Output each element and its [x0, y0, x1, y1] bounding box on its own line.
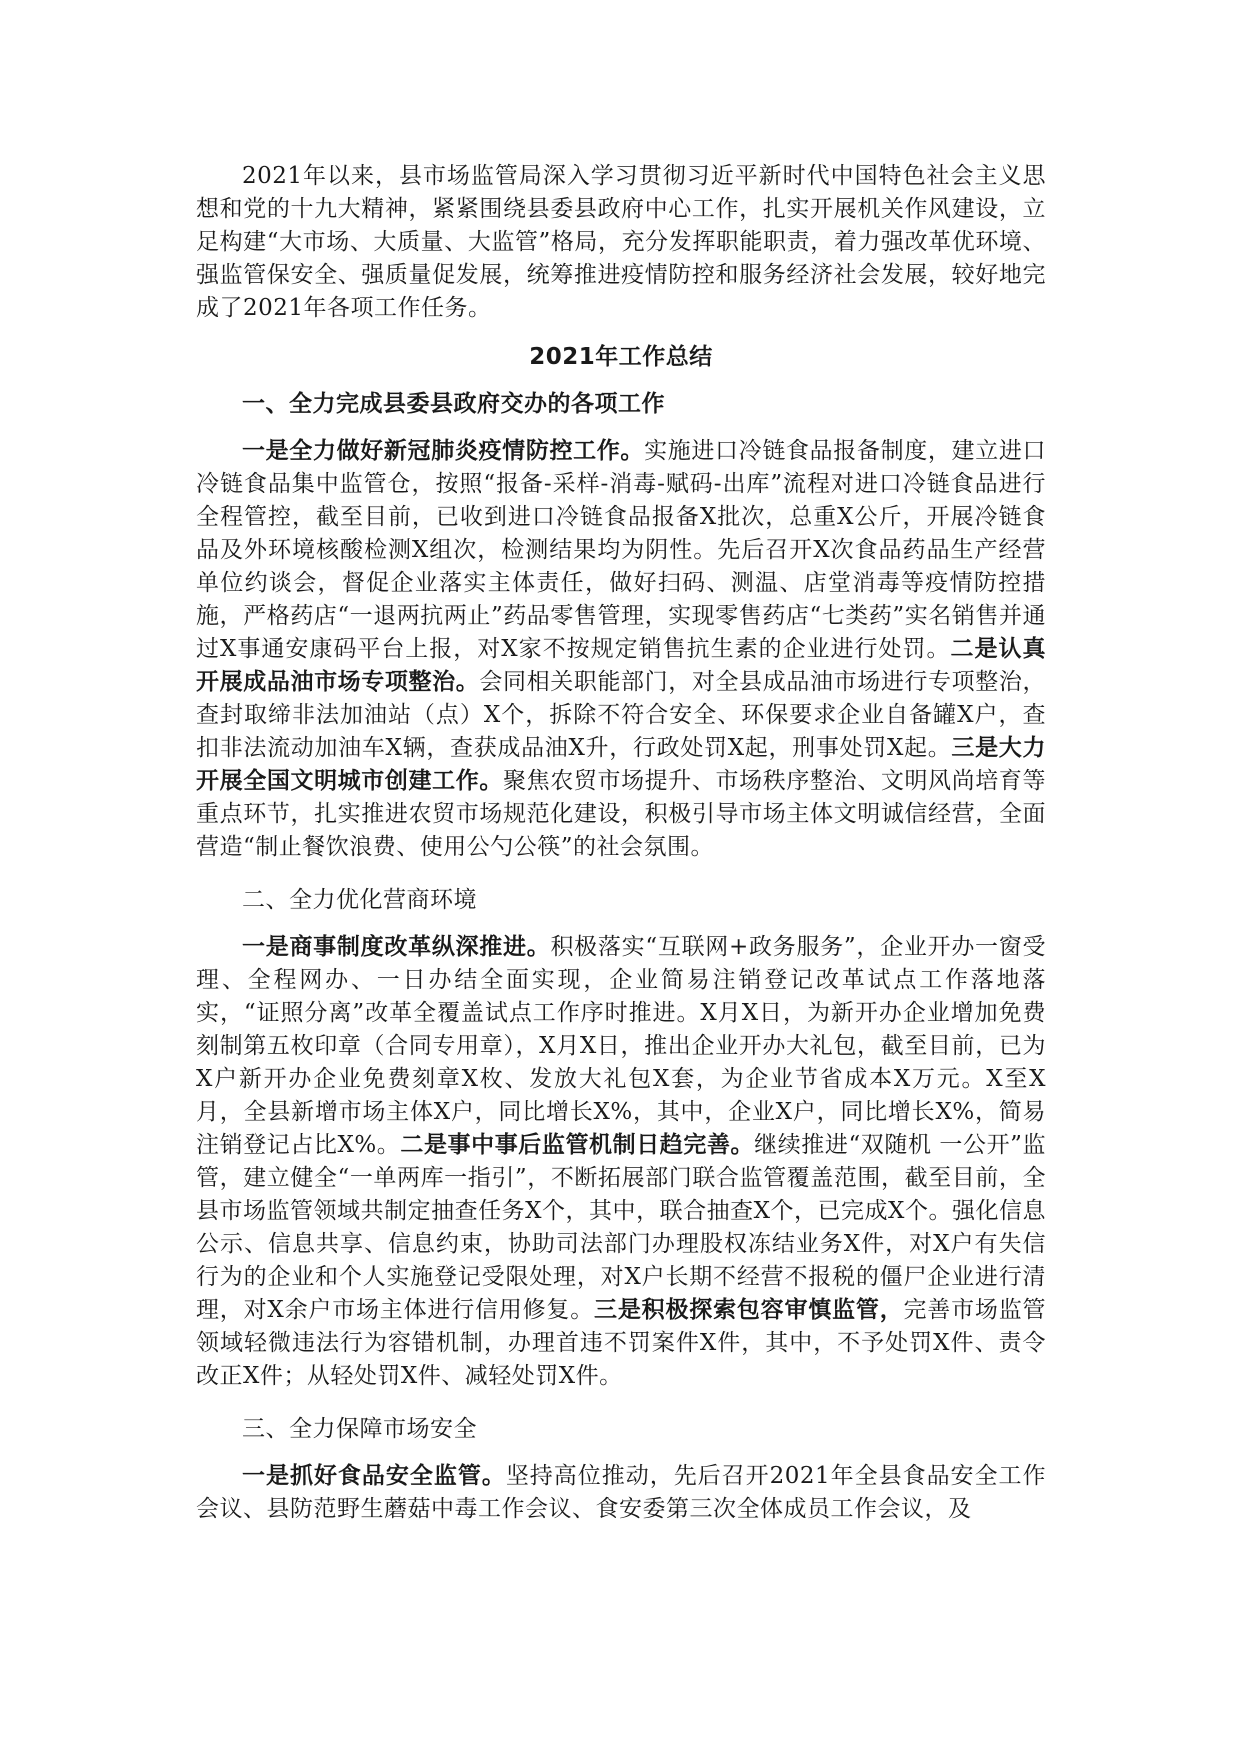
item-lead: 一是全力做好新冠肺炎疫情防控工作。: [242, 438, 645, 464]
item-lead: 三是积极探索包容审慎监管，: [594, 1297, 904, 1323]
section-heading-2: 二、全力优化营商环境: [242, 887, 477, 913]
section-heading-1: 一、全力完成县委县政府交办的各项工作: [242, 391, 665, 417]
section-3-paragraph: [196, 1460, 1046, 1526]
intro-paragraph: 2021年以来，县市场监管局深入学习贯彻习近平新时代中国特色社会主义思想和党的十九大精神，紧紧围绕县委县政府中心工作，扎实开展机关作风建设，立足构建“大市场、大质量、大监管”格局，充分发挥职能职责，着力强改革优环境、强监管保安全、强质量促发展，统筹推进疫情防控和服务经济社会发展，较好地完成了2021年各项工作任务。: [196, 163, 1046, 321]
item-lead: 一是抓好食品安全监管。: [242, 1463, 506, 1489]
item-lead: 二是事中事后监管机制日趋完善。: [400, 1132, 755, 1158]
document-title: 2021年工作总结: [529, 344, 713, 370]
section-1-paragraph: [196, 435, 1046, 864]
item-text: 聚焦农贸市场提升、市场秩序整治、文明风尚培育等重点环节，扎实推进农贸市场规范化建设，积极引导市场主体文明诚信经营，全面营造“制止餐饮浪费、使用公勺公筷”的社会氛围。: [196, 768, 1047, 860]
item-text: 实施进口冷链食品报备制度，建立进口冷链食品集中监管仓，按照“报备-采样-消毒-赋码-出库”流程对进口冷链食品进行全程管控，截至目前，已收到进口冷链食品报备X批次，总重X公斤，开展冷链食品及外环境核酸检测X组次，检测结果均为阴性。先后召开X次食品药品生产经营单位约谈会，督促企业落实主体责任，做好扫码、测温、店堂消毒等疫情防控措施，严格药店“一退两抗两止”药品零售管理，实现零售药店“七类药”实名销售并通过X事通安康码平台上报，对X家不按规定销售抗生素的企业进行处罚。: [196, 438, 1047, 662]
item-text: 积极落实“互联网+政务服务”，企业开办一窗受理、全程网办、一日办结全面实现，企业简易注销登记改革试点工作落地落实，“证照分离”改革全覆盖试点工作序时推进。X月X日，为新开办企业增加免费刻制第五枚印章（合同专用章），X月X日，推出企业开办大礼包，截至目前，已为X户新开办企业免费刻章X枚、发放大礼包X套，为企业节省成本X万元。X至X月，全县新增市场主体X户，同比增长X%，其中，企业X户，同比增长X%，简易注销登记占比X%。: [196, 934, 1046, 1158]
item-text: 坚持高位推动，先后召开2021年全县食品安全工作会议、县防范野生蘑菇中毒工作会议、食安委第三次全体成员工作会议，及: [196, 1463, 1046, 1522]
item-text: 会同相关职能部门，对全县成品油市场进行专项整治，查封取缔非法加油站（点）X个，拆除不符合安全、环保要求企业自备罐X户，查扣非法流动加油车X辆，查获成品油X升，行政处罚X起，刑事处罚X起。: [196, 669, 1047, 761]
document-page: [196, 160, 1046, 1526]
item-text: 完善市场监管领域轻微违法行为容错机制，办理首违不罚案件X件，其中，不予处罚X件、责令改正X件；从轻处罚X件、减轻处罚X件。: [196, 1297, 1047, 1389]
section-heading-3: 三、全力保障市场安全: [242, 1416, 477, 1442]
item-lead: 三是大力开展全国文明城市创建工作。: [196, 735, 1047, 794]
item-lead: 一是商事制度改革纵深推进。: [242, 934, 551, 960]
item-text: 继续推进“双随机 一公开”监管，建立健全“一单两库一指引”，不断拓展部门联合监管覆盖范围，截至目前，全县市场监管领域共制定抽查任务X个，其中，联合抽查X个，已完成X个。强化信息公示、信息共享、信息约束，协助司法部门办理股权冻结业务X件，对X户有失信行为的企业和个人实施登记受限处理，对X户长期不经营不报税的僵尸企业进行清理，对X余户市场主体进行信用修复。: [196, 1132, 1047, 1323]
section-2-paragraph: [196, 931, 1046, 1393]
item-lead: 二是认真开展成品油市场专项整治。: [196, 636, 1047, 695]
